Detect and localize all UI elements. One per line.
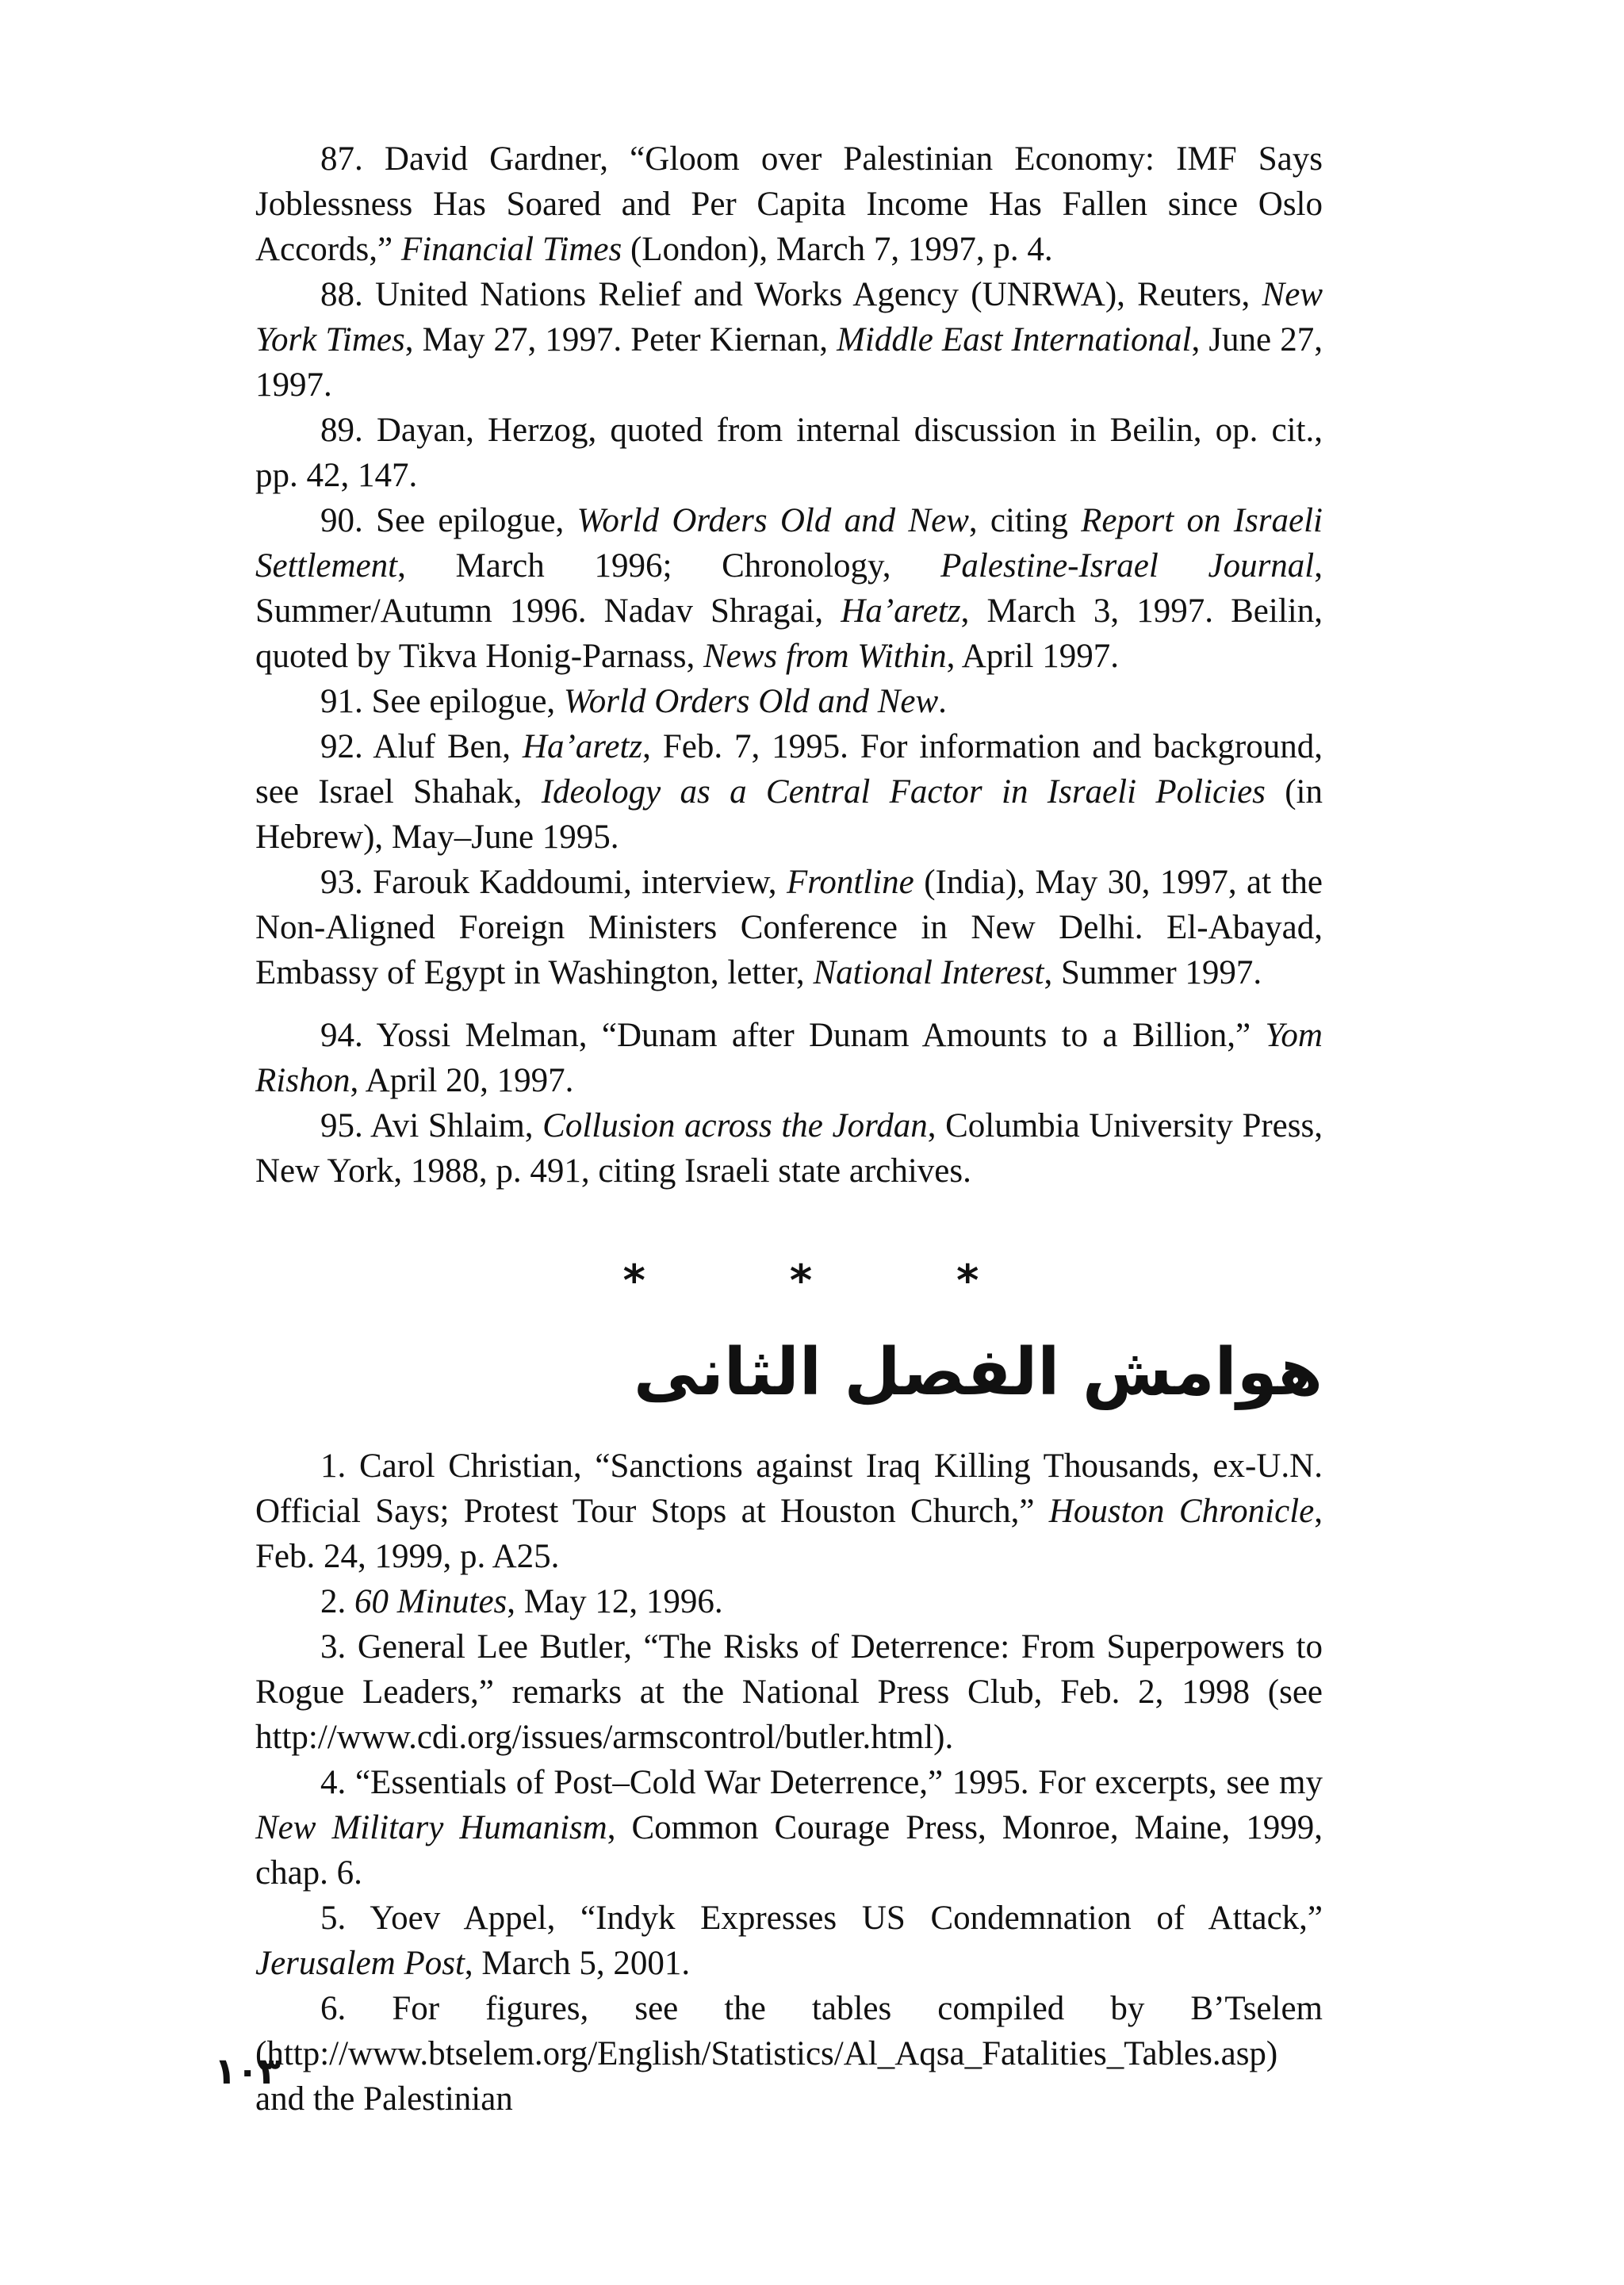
endnote-text: , March 1996; Chronology, xyxy=(397,547,941,585)
endnote-text: 93. Farouk Kaddoumi, interview, xyxy=(320,864,787,901)
endnote xyxy=(255,724,1323,860)
endnote xyxy=(255,136,1323,272)
endnote-text: 94. Yossi Melman, “Dunam after Dunam Amounts to a Billion,” xyxy=(320,1017,1266,1054)
endnotes-list xyxy=(255,1443,1323,2122)
endnote-title-italic: Palestine-Israel Journal xyxy=(940,547,1315,585)
endnote-text: , June 27, 1997. xyxy=(255,321,1323,404)
endnote-title-italic: National Interest xyxy=(813,954,1044,991)
endnote xyxy=(255,1760,1323,1896)
separator-asterisk: * xyxy=(622,1256,645,1305)
endnote-title-italic: Houston Chronicle xyxy=(1048,1493,1315,1530)
endnote xyxy=(255,1443,1323,1579)
endnote-title-italic: Ha’aretz xyxy=(841,592,961,630)
endnote-text: 5. Yoev Appel, “Indyk Expresses US Condemnation of Attack,” xyxy=(320,1900,1323,1937)
endnote-title-italic: World Orders Old and New xyxy=(576,502,969,539)
endnote-text: 95. Avi Shlaim, xyxy=(320,1107,543,1144)
endnote-title-italic: Ha’aretz xyxy=(522,728,643,765)
endnote-text: , Summer/Autumn 1996. Nadav Shragai, xyxy=(255,547,1323,630)
endnote-title-italic: New York Times xyxy=(255,276,1323,358)
endnote-text: 92. Aluf Ben, xyxy=(320,728,523,765)
endnote-text: , Summer 1997. xyxy=(1044,954,1262,991)
endnote-text: 1. Carol Christian, “Sanctions against Iraq Killing Thousands, ex-U.N. Official Says; Protest Tour Stops at Houston Church,” xyxy=(255,1447,1323,1530)
endnote-text: , Columbia University Press, New York, 1988, p. 491, citing Israeli state archives. xyxy=(255,1107,1323,1190)
endnote-text: (London), March 7, 1997, p. 4. xyxy=(622,231,1053,268)
chapter-notes-heading: هوامش الفصل الثانى xyxy=(634,1335,1323,1410)
endnote-title-italic: World Orders Old and New xyxy=(563,683,939,720)
endnote-text: (India), May 30, 1997, at the Non-Aligned Foreign Ministers Conference in New Delhi. El-Abayad, Embassy of Egypt in Washington, letter, xyxy=(255,864,1323,991)
endnote-text: 87. David Gardner, “Gloom over Palestinian Economy: IMF Says Joblessness Has Soared and Per Capita Income Has Fallen since Oslo Accords,” xyxy=(255,140,1323,268)
endnote-title-italic: Frontline xyxy=(786,864,914,901)
endnote xyxy=(255,1896,1323,1986)
endnote-title-italic: Ideology as a Central Factor in Israeli Policies xyxy=(541,773,1266,811)
endnotes-list xyxy=(255,136,1323,1194)
endnote-text: , April 1997. xyxy=(946,638,1119,675)
endnote xyxy=(255,679,1323,724)
endnote-text: , citing xyxy=(968,502,1082,539)
endnote xyxy=(255,1986,1323,2122)
endnote-title-italic: 60 Minutes xyxy=(354,1583,508,1620)
endnote-title-italic: Report on Israeli Settlement xyxy=(255,502,1323,585)
endnote-text: , May 27, 1997. Peter Kiernan, xyxy=(404,321,837,358)
endnote-title-italic: New Military Humanism xyxy=(255,1809,607,1846)
section-separator xyxy=(279,1256,1323,1305)
endnote xyxy=(255,1624,1323,1760)
page-number: ١٠٣ xyxy=(214,2049,282,2092)
endnote xyxy=(255,1579,1323,1624)
endnote-text: 3. General Lee Butler, “The Risks of Deterrence: From Superpowers to Rogue Leaders,” remarks at the National Press Club, Feb. 2, 1998 (see http://www.cdi.org/issues/armscontrol/butler.html). xyxy=(255,1628,1323,1756)
endnote-title-italic: Jerusalem Post xyxy=(255,1945,465,1982)
endnote-text: , Feb. 24, 1999, p. A25. xyxy=(255,1493,1323,1575)
endnote xyxy=(255,1103,1323,1194)
endnote xyxy=(255,408,1323,498)
endnote-text: 4. “Essentials of Post–Cold War Deterrence,” 1995. For excerpts, see my xyxy=(320,1764,1323,1801)
endnote-title-italic: Middle East International xyxy=(837,321,1192,358)
endnote-text: 89. Dayan, Herzog, quoted from internal discussion in Beilin, op. cit., pp. 42, 147. xyxy=(255,412,1323,494)
endnote xyxy=(255,498,1323,679)
endnote-text: (in Hebrew), May–June 1995. xyxy=(255,773,1323,856)
endnote-title-italic: Collusion across the Jordan xyxy=(542,1107,928,1144)
endnote xyxy=(255,1013,1323,1103)
separator-asterisk: * xyxy=(956,1256,979,1305)
endnote-text: 2. xyxy=(320,1583,354,1620)
endnote-text: 91. See epilogue, xyxy=(320,683,564,720)
endnote-text: , April 20, 1997. xyxy=(350,1062,574,1099)
endnote-text: . xyxy=(938,683,947,720)
endnote-text: 88. United Nations Relief and Works Agency (UNRWA), Reuters, xyxy=(320,276,1262,313)
endnote-text: , May 12, 1996. xyxy=(507,1583,723,1620)
endnote-text: , March 3, 1997. Beilin, quoted by Tikva Honig-Parnass, xyxy=(255,592,1323,675)
endnote-text: 6. For figures, see the tables compiled by B’Tselem (http://www.btselem.org/English/Statistics/Al_Aqsa_Fatalities_Tables.asp) and the Palestinian xyxy=(255,1990,1323,2118)
page-body xyxy=(255,136,1323,2122)
endnote-title-italic: Yom Rishon xyxy=(255,1017,1323,1099)
endnote-text: , Feb. 7, 1995. For information and background, see Israel Shahak, xyxy=(255,728,1323,811)
separator-asterisk: * xyxy=(789,1256,813,1305)
endnote-text: , Common Courage Press, Monroe, Maine, 1999, chap. 6. xyxy=(255,1809,1323,1892)
endnote-title-italic: News from Within xyxy=(703,638,947,675)
endnote-title-italic: Financial Times xyxy=(400,231,622,268)
endnote-text: 90. See epilogue, xyxy=(320,502,577,539)
endnote xyxy=(255,860,1323,995)
endnote-text: , March 5, 2001. xyxy=(464,1945,691,1982)
endnote xyxy=(255,272,1323,408)
